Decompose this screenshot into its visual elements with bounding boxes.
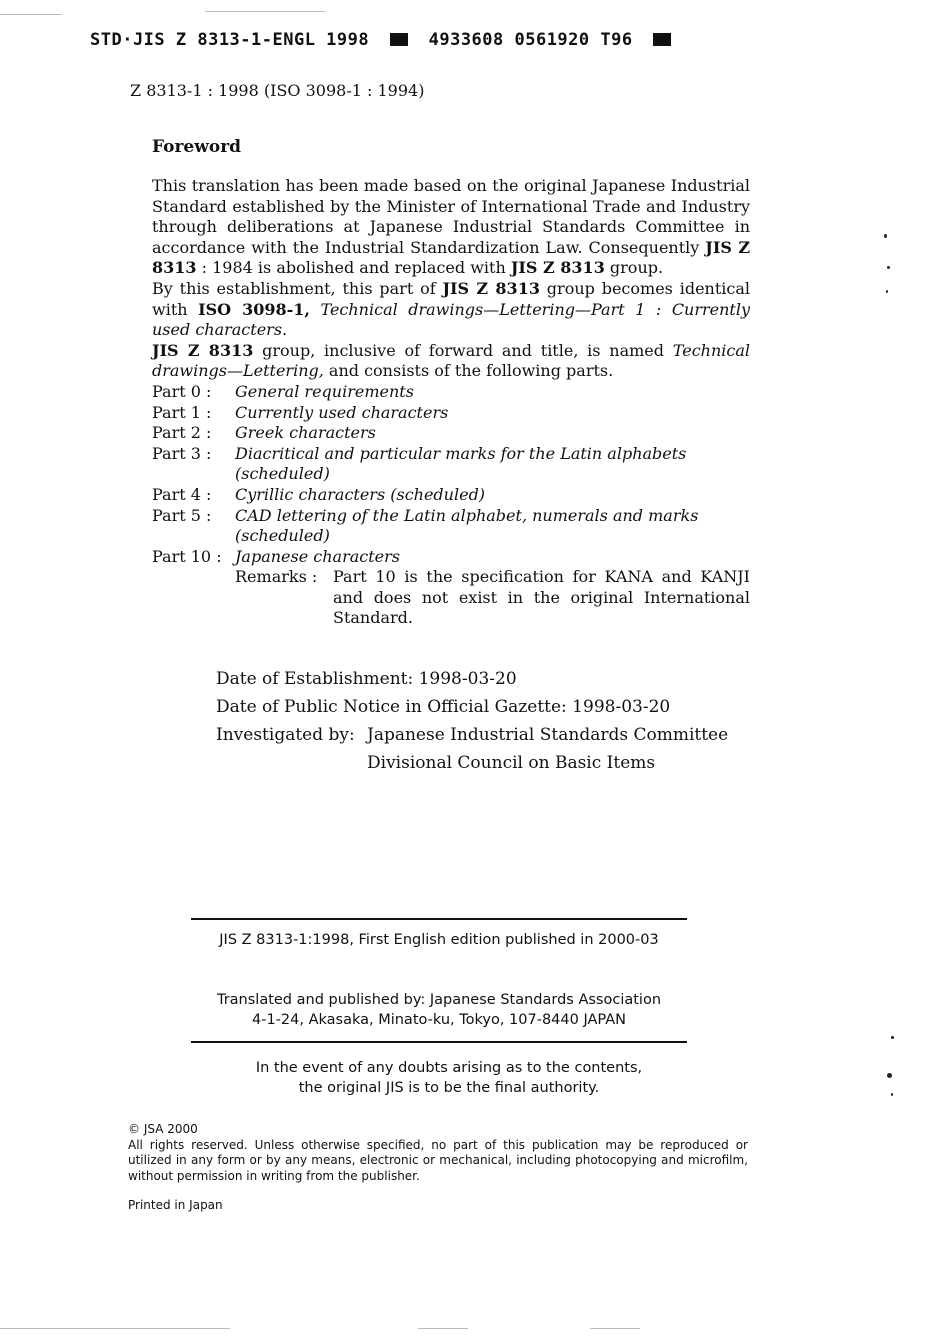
remarks <box>152 567 750 629</box>
part-item: Part 0 : General requirements <box>152 381 414 401</box>
divider-top <box>191 918 687 920</box>
part-item: Part 10 : Japanese characters <box>152 546 400 566</box>
investigated-by-council: Divisional Council on Basic Items <box>367 753 656 773</box>
scan-header-bar-1 <box>390 33 408 46</box>
date-of-establishment: Date of Establishment: 1998-03-20 <box>216 669 517 689</box>
copyright-line: © JSA 2000 <box>128 1122 198 1136</box>
scan-speck <box>887 266 890 269</box>
foreword-paragraph-1: This translation has been made based on the original Japanese Industrial Standard established by the Minister of International Trade and Industry through deliberations at Japanese Industrial Standards Committee in accordance with the Industrial Standardization Law. Consequently JIS Z 8313 : 1984 is abolished and replaced with JIS Z 8313 group. <box>152 176 750 278</box>
date-of-public-notice: Date of Public Notice in Official Gazette: 1998-03-20 <box>216 697 671 717</box>
part-item: Part 1 : Currently used characters <box>152 402 449 422</box>
part-item: Part 2 : Greek characters <box>152 423 376 443</box>
document-id: Z 8313-1 : 1998 (ISO 3098-1 : 1994) <box>130 81 425 100</box>
divider-bottom <box>191 1041 687 1043</box>
publisher-address: 4-1-24, Akasaka, Minato-ku, Tokyo, 107-8440 JAPAN <box>251 1012 626 1028</box>
printed-in: Printed in Japan <box>128 1198 223 1212</box>
scan-artifact <box>0 1328 230 1329</box>
authority-note <box>191 1058 707 1098</box>
scan-header-bar-2 <box>653 33 671 46</box>
foreword-paragraph-3: JIS Z 8313 group, inclusive of forward and title, is named Technical drawings—Lettering, and consists of the following parts. <box>152 340 750 381</box>
scan-speck <box>886 290 888 293</box>
authority-line-2: the original JIS is to be the final authority. <box>298 1080 600 1096</box>
scan-artifact <box>205 11 325 12</box>
publisher-block <box>191 990 687 1030</box>
scan-header-code: 4933608 0561920 T96 <box>428 30 633 50</box>
scan-speck <box>891 1093 893 1096</box>
establishment-info <box>216 669 728 781</box>
scan-artifact <box>0 14 62 15</box>
edition-note: JIS Z 8313-1:1998, First English edition published in 2000-03 <box>219 932 659 948</box>
rights-statement: All rights reserved. Unless otherwise specified, no part of this publication may be reproduced or utilized in any form or by any means, electronic or mechanical, including photocopying and microfilm, without permission in writing from the publisher. <box>128 1137 748 1183</box>
part-item: Part 4 : Cyrillic characters (scheduled) <box>152 484 486 504</box>
remarks-text: Part 10 is the specification for KANA and KANJI and does not exist in the original International Standard. <box>333 567 750 628</box>
scan-speck <box>887 1073 892 1078</box>
scan-header-id: STD·JIS Z 8313-1-ENGL 1998 <box>90 30 370 50</box>
foreword-body <box>152 176 750 629</box>
scan-speck <box>884 234 887 238</box>
scan-header <box>90 30 681 50</box>
foreword-title: Foreword <box>152 137 242 157</box>
publisher-line-1: Translated and published by: Japanese Standards Association <box>216 992 662 1008</box>
authority-line-1: In the event of any doubts arising as to the contents, <box>255 1060 643 1076</box>
investigated-by <box>216 725 728 745</box>
foreword-paragraph-2: By this establishment, this part of JIS Z 8313 group becomes identical with ISO 3098-1, Technical drawings—Lettering—Part 1 : Currently used characters. <box>152 278 751 340</box>
remarks-label: Remarks : <box>235 567 318 587</box>
scan-speck <box>891 1036 894 1039</box>
part-item: Part 3 : Diacritical and particular marks for the Latin alphabets (scheduled) <box>152 443 687 484</box>
scan-artifact <box>590 1328 640 1329</box>
copyright-block <box>128 1122 748 1214</box>
scan-artifact <box>418 1328 468 1329</box>
investigated-by-label: Investigated by: <box>216 725 355 745</box>
investigated-by-committee: Japanese Industrial Standards Committee <box>367 725 729 745</box>
part-item: Part 5 : CAD lettering of the Latin alphabet, numerals and marks (scheduled) <box>152 505 699 546</box>
